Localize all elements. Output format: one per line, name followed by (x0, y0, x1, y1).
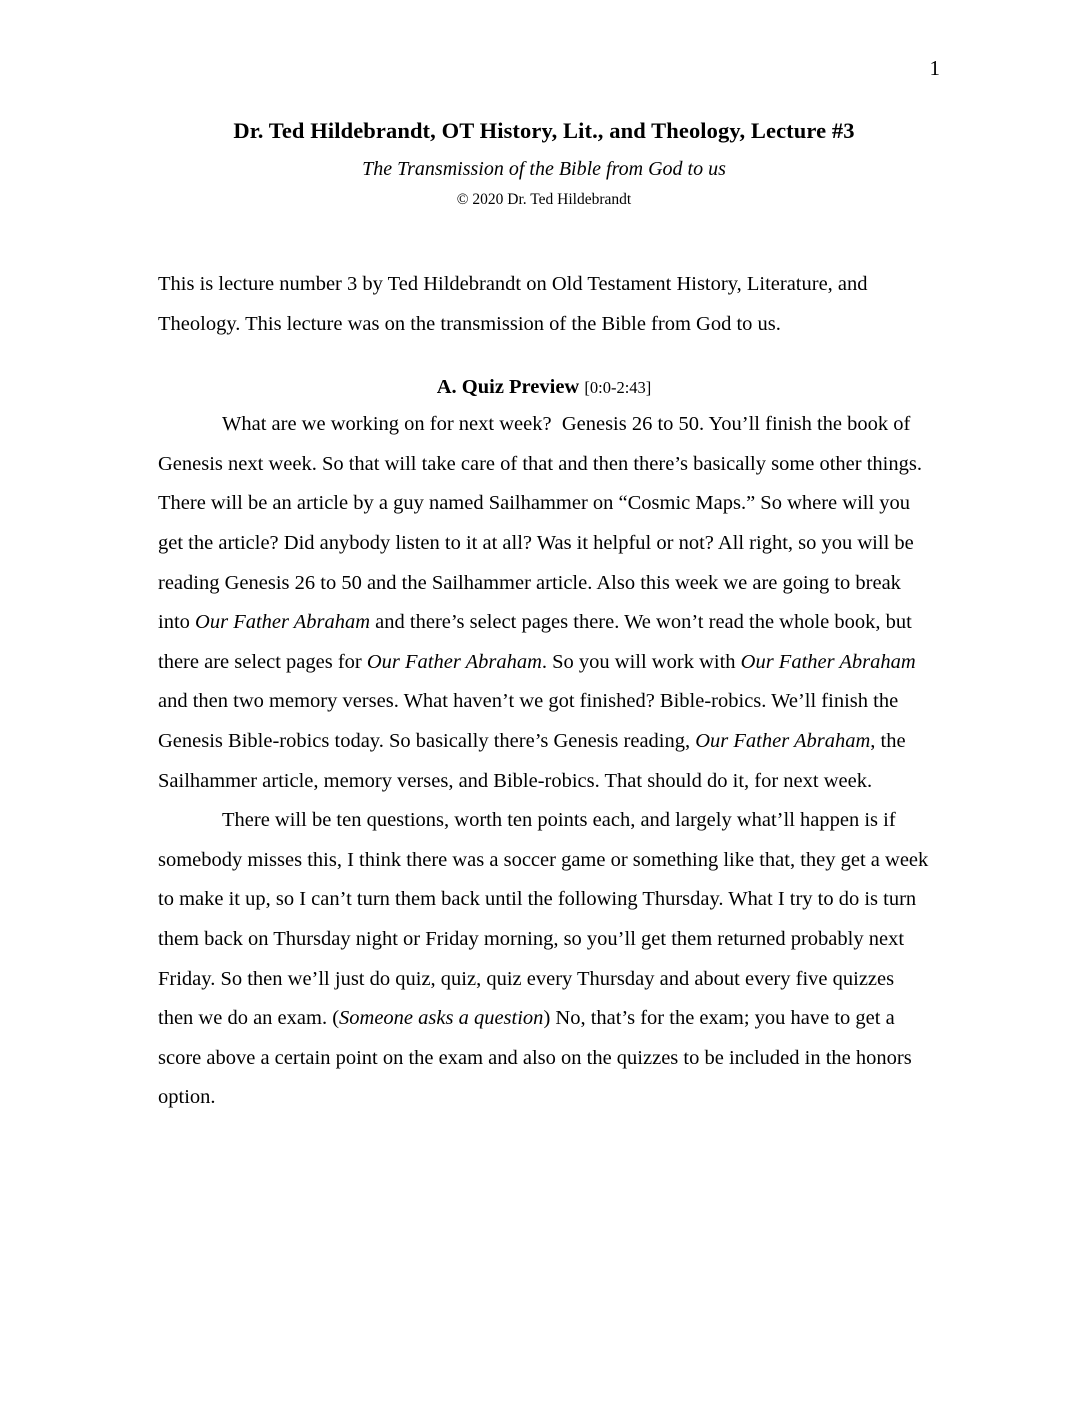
book-title-italic: Our Father Abraham (366, 650, 542, 673)
copyright-line: © 2020 Dr. Ted Hildebrandt (456, 191, 632, 208)
section-heading-quiz-preview (158, 376, 930, 399)
stage-direction-italic: Someone asks a question (339, 1007, 544, 1030)
book-title-italic: Our Father Abraham (195, 611, 371, 634)
section-timecode: [0:0-2:43] (584, 378, 652, 398)
page-title: Dr. Ted Hildebrandt, OT History, Lit., and Theology, Lecture #3 (233, 118, 855, 143)
intro-paragraph: This is lecture number 3 by Ted Hildebrandt on Old Testament History, Literature, and Theology. This lecture was on the transmission of the Bible from God to us. (158, 273, 868, 335)
book-title-italic: Our Father Abraham (740, 650, 916, 673)
section-paragraph: There will be ten questions, worth ten points each, and largely what’ll happen is if somebody misses this, I think there was a soccer game or something like that, they get a week to make it up, so I can’t turn them back until the following Thursday. What I try to do is turn them back on Thursday night or Friday morning, so you’ll get them returned probably next Friday. So then we’ll just do quiz, quiz, quiz every Thursday and about every five quizzes then we do an exam. (Someone asks a question) No, that’s for the exam; you have to get a score above a certain point on the exam and also on the quizzes to be included in the honors option. (158, 809, 929, 1109)
document-subtitle: The Transmission of the Bible from God to us (362, 158, 726, 180)
document-content (158, 118, 930, 1118)
section-heading-label: A. Quiz Preview (436, 376, 580, 399)
page-number: 1 (929, 56, 940, 80)
book-title-italic: Our Father Abraham (695, 729, 871, 752)
section-paragraph: What are we working on for next week? Genesis 26 to 50. You’ll finish the book of Genesis next week. So that will take care of that and then there’s basically some other things. There will be an article by a guy named Sailhammer on “Cosmic Maps.” So where will you get the article? Did anybody listen to it at all? Was it helpful or not? All right, so you will be reading Genesis 26 to 50 and the Sailhammer article. Also this week we are going to break into Our Father Abraham and there’s select pages there. We won’t read the whole book, but there are select pages for Our Father Abraham. So you will work with Our Father Abraham and then two memory verses. What haven’t we got finished? Bible-robics. We’ll finish the Genesis Bible-robics today. So basically there’s Genesis reading, Our Father Abraham, the Sailhammer article, memory verses, and Bible-robics. That should do it, for next week. (158, 413, 922, 792)
